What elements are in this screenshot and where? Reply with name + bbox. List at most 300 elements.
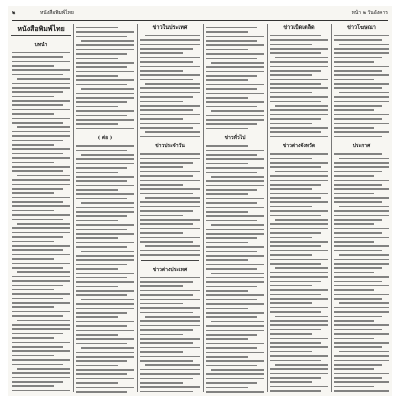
text-line (275, 316, 328, 318)
text-line (76, 193, 134, 195)
column-text-block (75, 27, 135, 130)
text-line (206, 303, 264, 305)
text-line (270, 368, 328, 370)
text-line (12, 337, 54, 339)
text-line (334, 298, 382, 300)
column-text-block (333, 35, 390, 138)
text-line (76, 224, 134, 226)
text-line (334, 329, 382, 331)
text-line (206, 286, 257, 288)
text-line (206, 294, 264, 296)
text-line (76, 382, 118, 384)
text-line (76, 97, 134, 99)
text-line (12, 381, 63, 383)
text-line (270, 223, 328, 225)
text-line (140, 254, 200, 256)
text-line (76, 150, 127, 152)
text-line (334, 201, 382, 203)
text-line (334, 245, 389, 247)
text-line (140, 114, 200, 116)
text-line (270, 210, 328, 212)
text-line (140, 391, 193, 393)
text-line (211, 62, 264, 64)
text-line (12, 91, 63, 93)
text-line (270, 175, 328, 177)
text-line (206, 299, 257, 301)
column-text-block (269, 153, 329, 394)
text-line (76, 391, 127, 393)
text-line (76, 303, 134, 305)
text-line (334, 118, 382, 120)
text-line (12, 298, 63, 300)
text-line (206, 338, 248, 340)
text-line (76, 387, 134, 389)
text-line (270, 166, 321, 168)
text-line (334, 180, 389, 182)
text-line (140, 215, 183, 217)
text-line (275, 267, 328, 269)
column-section-title: ข่าวต่างจังหวัด (282, 143, 316, 150)
text-line (339, 351, 389, 353)
text-line (76, 211, 134, 213)
text-line (270, 245, 321, 247)
text-line (76, 123, 118, 125)
text-line (12, 109, 70, 111)
text-line (270, 197, 321, 199)
text-line (334, 109, 374, 111)
text-line (76, 264, 127, 266)
text-line (206, 281, 264, 283)
text-line (270, 333, 312, 335)
text-line (12, 179, 70, 181)
text-line (270, 259, 328, 261)
text-line (270, 74, 312, 76)
text-line (206, 268, 257, 270)
text-line (270, 127, 328, 129)
text-line (140, 281, 193, 283)
text-line (206, 36, 264, 38)
text-line (140, 66, 200, 68)
text-line (334, 338, 374, 340)
text-line (334, 35, 389, 37)
text-line (140, 325, 200, 327)
text-line (12, 342, 70, 344)
text-line (211, 224, 264, 226)
text-line (334, 123, 389, 125)
text-line (270, 66, 328, 68)
text-line (334, 386, 374, 388)
text-line (76, 66, 127, 68)
text-line (12, 355, 54, 357)
text-line (76, 290, 134, 292)
text-line (140, 193, 193, 195)
text-line (140, 382, 183, 384)
text-line (334, 360, 389, 362)
text-line (270, 228, 328, 230)
text-line (17, 271, 70, 273)
column-6 (333, 24, 390, 394)
text-line (211, 176, 264, 178)
text-line (334, 39, 382, 41)
text-line (140, 92, 200, 94)
text-line (76, 75, 118, 77)
text-line (334, 276, 389, 278)
text-line (334, 346, 382, 348)
text-line (76, 246, 127, 248)
running-title: หนังสือพิมพ์ไทย (40, 10, 74, 16)
text-line (270, 48, 328, 50)
text-line (270, 215, 321, 217)
text-line (270, 360, 321, 362)
text-line (76, 277, 127, 279)
text-line (270, 96, 328, 98)
text-line (140, 285, 183, 287)
text-line (270, 35, 321, 37)
text-line (12, 315, 63, 317)
text-line (140, 232, 183, 234)
text-line (12, 104, 63, 106)
text-line (140, 237, 200, 239)
text-line (334, 368, 374, 370)
text-line (270, 79, 328, 81)
text-line (12, 166, 70, 168)
text-line (206, 308, 248, 310)
text-line (206, 365, 257, 367)
text-line (12, 267, 63, 269)
text-line (140, 223, 193, 225)
text-line (275, 219, 328, 221)
text-line (76, 207, 134, 209)
text-line (140, 87, 200, 89)
text-line (76, 71, 134, 73)
text-line (140, 171, 200, 173)
text-line (206, 316, 257, 318)
text-line (140, 290, 200, 292)
text-line (140, 188, 200, 190)
column-divider (331, 24, 332, 392)
text-line (206, 167, 264, 169)
text-line (334, 373, 389, 375)
text-line (270, 355, 328, 357)
text-line (270, 70, 321, 72)
text-line (334, 79, 374, 81)
text-line (140, 241, 193, 243)
column-title: ข่าวโฆษณา (347, 25, 376, 31)
text-line (12, 74, 63, 76)
text-line (76, 176, 134, 178)
text-line (76, 115, 127, 117)
text-line (334, 197, 389, 199)
text-line (81, 202, 134, 204)
text-line (12, 333, 63, 335)
text-line (145, 35, 200, 37)
text-line (270, 289, 328, 291)
text-line (334, 48, 389, 50)
text-line (145, 245, 200, 247)
text-line (206, 387, 248, 389)
text-line (206, 31, 248, 33)
text-line (206, 49, 248, 51)
text-line (334, 390, 389, 392)
text-line (76, 378, 134, 380)
header-rule (12, 20, 388, 21)
text-line (211, 273, 264, 275)
text-line (206, 264, 264, 266)
text-line (145, 83, 200, 85)
text-line (206, 58, 257, 60)
text-line (145, 364, 200, 366)
text-line (12, 245, 70, 247)
text-line (17, 78, 70, 80)
text-line (206, 229, 264, 231)
text-line (76, 31, 134, 33)
text-line (12, 197, 70, 199)
text-line (12, 377, 70, 379)
text-line (206, 382, 257, 384)
text-line (12, 61, 70, 63)
text-line (270, 158, 312, 160)
text-line (76, 128, 134, 130)
text-line (140, 109, 193, 111)
text-line (270, 201, 328, 203)
text-line (76, 237, 118, 239)
text-line (334, 175, 374, 177)
text-line (76, 185, 134, 187)
text-line (270, 118, 321, 120)
text-line (76, 44, 134, 46)
text-line (76, 172, 118, 174)
text-line (12, 289, 54, 291)
text-line (76, 180, 127, 182)
text-line (12, 210, 54, 212)
text-line (334, 381, 389, 383)
text-line (334, 320, 374, 322)
text-line (334, 127, 374, 129)
text-line (334, 101, 389, 103)
text-line (76, 321, 134, 323)
text-line (12, 56, 63, 58)
text-line (140, 105, 200, 107)
text-line (76, 49, 134, 51)
text-line (140, 373, 200, 375)
text-line (211, 110, 264, 112)
column-title: ข่าวเบ็ดเตล็ด (283, 25, 315, 31)
text-line (76, 110, 134, 112)
text-line (12, 236, 63, 238)
text-line (76, 233, 134, 235)
text-line (206, 391, 264, 393)
text-line (206, 360, 264, 362)
text-line (140, 180, 200, 182)
text-line (140, 210, 193, 212)
text-line (76, 53, 127, 55)
column-text-block (205, 27, 265, 130)
text-line (140, 228, 200, 230)
text-line (334, 281, 382, 283)
text-line (140, 356, 200, 358)
text-line (140, 162, 193, 164)
text-line (270, 180, 328, 182)
text-line (206, 180, 264, 182)
text-line (76, 119, 134, 121)
text-line (334, 342, 389, 344)
text-line (270, 311, 321, 313)
text-line (76, 27, 118, 29)
text-line (140, 39, 200, 41)
text-line (270, 281, 321, 283)
text-line (270, 377, 321, 379)
text-line (76, 308, 134, 310)
column-divider (267, 24, 268, 392)
text-line (270, 52, 321, 54)
text-line (270, 101, 321, 103)
text-line (76, 343, 127, 345)
text-line (76, 58, 118, 60)
text-line (270, 232, 321, 234)
column-text-block (11, 52, 71, 392)
text-line (76, 198, 127, 200)
text-line (334, 61, 374, 63)
text-line (12, 390, 70, 392)
text-line (76, 352, 134, 354)
text-line (145, 197, 200, 199)
text-line (270, 307, 328, 309)
text-line (140, 123, 200, 125)
text-line (12, 122, 63, 124)
text-line (270, 184, 321, 186)
text-line (76, 242, 134, 244)
text-line (76, 294, 127, 296)
text-line (270, 206, 312, 208)
text-line (270, 131, 321, 133)
text-line (206, 207, 264, 209)
text-line (334, 272, 374, 274)
text-line (12, 359, 70, 361)
text-line (12, 385, 54, 387)
text-line (140, 338, 200, 340)
text-line (12, 306, 54, 308)
text-line (334, 267, 382, 269)
text-line (334, 114, 389, 116)
text-line (334, 263, 389, 265)
text-line (12, 311, 70, 313)
text-line (12, 293, 70, 295)
text-line (206, 145, 248, 147)
text-line (12, 285, 63, 287)
text-line (334, 364, 382, 366)
text-line (140, 166, 183, 168)
column-divider (73, 24, 74, 392)
text-line (206, 330, 264, 332)
text-line (12, 135, 70, 137)
column-3 (139, 24, 201, 394)
text-line (334, 131, 389, 133)
text-line (206, 215, 264, 217)
text-line (76, 338, 134, 340)
text-line (270, 254, 312, 256)
text-line (12, 241, 54, 243)
text-line (270, 123, 312, 125)
text-line (76, 325, 127, 327)
text-line (206, 97, 248, 99)
text-line (334, 105, 382, 107)
text-line (334, 307, 389, 309)
text-line (76, 334, 118, 336)
text-line (206, 211, 248, 213)
text-line (270, 61, 328, 63)
text-line (334, 259, 389, 261)
text-line (270, 188, 312, 190)
text-line (270, 381, 312, 383)
text-line (275, 171, 328, 173)
text-line (12, 118, 70, 120)
text-line (140, 360, 193, 362)
column-section-title: บทนำ (34, 42, 48, 48)
column-text-block (139, 277, 201, 394)
text-line (270, 136, 328, 138)
text-line (270, 250, 328, 252)
text-line (334, 316, 382, 318)
text-line (206, 27, 257, 29)
text-line (206, 325, 264, 327)
text-line (334, 250, 382, 252)
column-section-title: ประกาศ (352, 143, 371, 150)
text-line (206, 185, 264, 187)
text-line (270, 92, 312, 94)
newspaper-page (8, 6, 392, 396)
text-line (206, 123, 257, 125)
text-line (334, 66, 389, 68)
text-line (12, 249, 63, 251)
text-line (76, 229, 127, 231)
text-line (12, 153, 63, 155)
column-masthead: หนังสือพิมพ์ไทย (11, 24, 71, 36)
text-line (76, 360, 127, 362)
text-line (76, 330, 134, 332)
text-line (12, 350, 70, 352)
text-line (12, 232, 70, 234)
text-line (206, 334, 257, 336)
text-line (140, 206, 200, 208)
text-line (12, 346, 63, 348)
column-2 (75, 24, 135, 394)
text-line (334, 324, 389, 326)
text-line (12, 276, 70, 278)
text-line (270, 302, 312, 304)
text-line (334, 171, 382, 173)
text-line (76, 281, 134, 283)
text-line (206, 101, 264, 103)
text-line (81, 154, 134, 156)
text-line (206, 237, 257, 239)
column-section-title: ข่าวประจำวัน (155, 143, 185, 150)
text-line (140, 299, 200, 301)
text-line (12, 188, 63, 190)
text-line (76, 356, 134, 358)
text-line (140, 153, 200, 155)
text-line (140, 101, 183, 103)
text-line (140, 74, 200, 76)
text-line (334, 311, 389, 313)
text-line (270, 294, 321, 296)
text-line (81, 251, 134, 253)
section-rule (141, 260, 199, 261)
text-line (206, 75, 257, 77)
text-line (270, 114, 328, 116)
text-line (270, 44, 312, 46)
text-line (76, 316, 118, 318)
text-line (334, 241, 374, 243)
